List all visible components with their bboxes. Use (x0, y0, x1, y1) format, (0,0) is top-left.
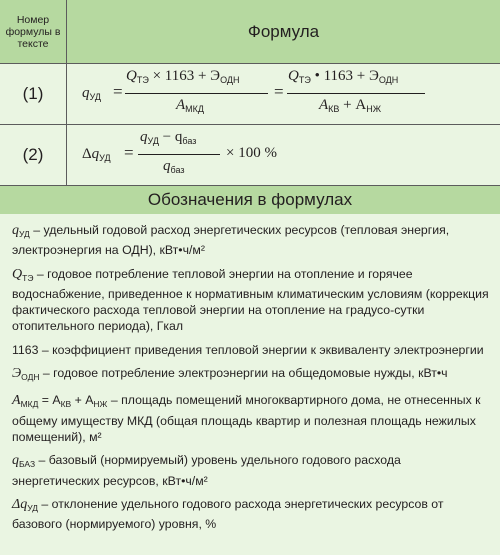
legend-title: Обозначения в формулах (0, 186, 500, 214)
equals-sign: = (124, 143, 134, 162)
formula-2-lhs: $\Delta q_{УД}$ (82, 146, 111, 163)
column-divider (66, 0, 67, 185)
formula-1-lhs: $q_{УД}$ (82, 85, 101, 102)
legend-list (12, 222, 490, 539)
fraction-bar (138, 154, 220, 155)
formula-2-denominator: $q_{баз}$ (163, 158, 185, 175)
formula-2-tail: × 100 % (226, 145, 277, 161)
header-number-column: Номер формулы в тексте (0, 0, 66, 63)
formula-1-denominator-1: $A_{МКД}$ (176, 97, 205, 114)
legend-item: $q_{БАЗ}$ – базовый (нормируемый) уровень удельного годового расхода энергетических ресурсов, кВт•ч/м² (12, 453, 401, 488)
equals-sign: = (113, 82, 123, 101)
legend-item: 1163 – коэффициент приведения тепловой энергии к эквиваленту электроэнергии (12, 342, 484, 357)
legend-item: $Э_{ОДН}$ – годовое потребление электроэнергии на общедомовые нужды, кВт•ч (12, 366, 448, 383)
equals-sign: = (274, 82, 284, 101)
row-divider (0, 63, 500, 64)
fraction-bar (125, 93, 268, 94)
legend-item: $q_{УД}$ – удельный годовой расход энергетических ресурсов (тепловая энергия, электроэнергия на ОДН), кВт•ч/м² (12, 223, 450, 258)
row-divider (0, 124, 500, 125)
legend-item: $A_{МКД} = A_{КВ} + A_{НЖ}$ – площадь помещений многоквартирного дома, не отнесенных к общему имуществу МКД (общая площадь квартир и полезная площадь нежилых помещений), м² (12, 393, 481, 444)
formula-number-2: (2) (22, 145, 44, 164)
fraction-bar (287, 93, 425, 94)
formula-1-numerator-1: $Q_{ТЭ} \times 1163 + Э_{ОДН}$ (126, 68, 240, 85)
header-formula-column: Формула (67, 0, 500, 63)
legend-item: $Q_{ТЭ}$ – годовое потребление тепловой энергии на отопление и горячее водоснабжение, приведенное к нормативным климатическим условиям (коррекция фактического расхода тепловой энергии на отопление на градусо-сутки отопительного периода), Гкал (12, 266, 489, 334)
legend-item: $\Delta q_{УД}$ – отклонение удельного годового расхода энергетических ресурсов от базового (нормируемого) уровня, % (12, 496, 444, 532)
formula-1-denominator-2: $A_{КВ} + A_{НЖ}$ (319, 97, 382, 114)
formula-number-1: (1) (22, 84, 44, 103)
formula-2-numerator: $q_{УД} - q_{баз}$ (140, 129, 197, 146)
formula-1-numerator-2: $Q_{ТЭ}$ • $1163 + Э_{ОДН}$ (288, 68, 399, 85)
